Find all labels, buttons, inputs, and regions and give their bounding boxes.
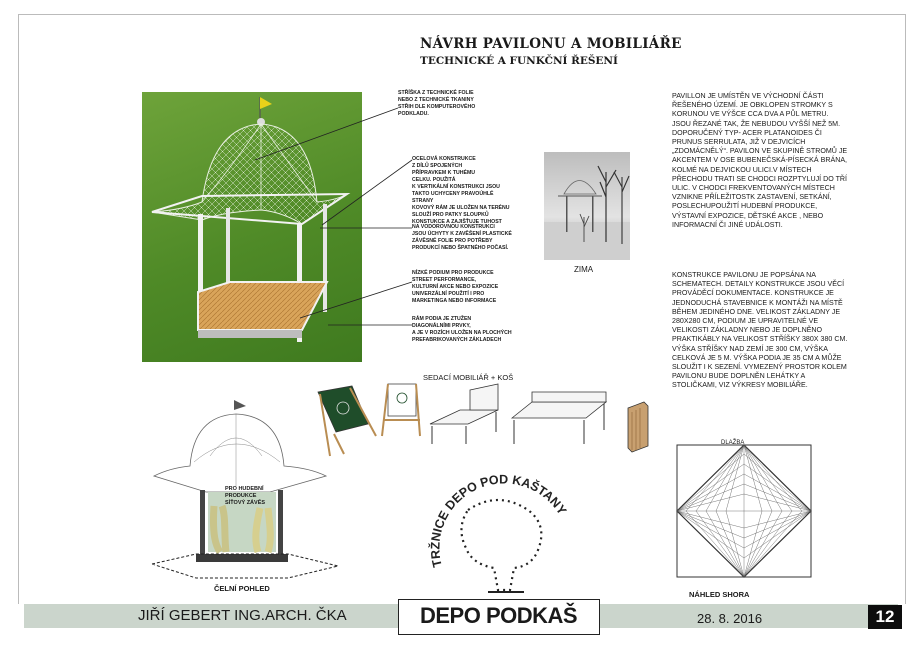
front-view-caption: ČELNÍ POHLED	[214, 584, 270, 593]
depo-logo	[428, 470, 578, 600]
page-title: NÁVRH PAVILONU A MOBILIÁŘE	[420, 36, 682, 52]
deck-chair-icon	[382, 384, 420, 436]
footer-date: 28. 8. 2016	[697, 611, 763, 626]
logo-text: TRŽNICE DEPO POD KAŠTANY	[428, 472, 570, 569]
top-view-caption: NÁHLED SHORA	[689, 590, 750, 599]
trash-bin-icon	[628, 402, 648, 452]
annotation-roof: STŘÍŠKA Z TECHNICKÉ FOLIE NEBO Z TECHNICKÉ TKANINY STŘIH DLE KOMPUTEROVÉHO PODKLADU.	[398, 90, 476, 117]
winter-scene	[544, 152, 630, 260]
page-subtitle: TECHNICKÉ A FUNKČNÍ ŘEŠENÍ	[420, 55, 618, 67]
long-bench-icon	[512, 392, 606, 444]
plan-caption: DLAŽBA	[721, 440, 745, 446]
annotation-podium-frame: RÁM PODIA JE ZTUŽEN DIAGONÁLNÍMI PRVKY, A JE V ROZÍCH ULOŽEN NA PLOCHÝCH PREFABRIKOVANÝCH ZÁKLADECH	[412, 316, 512, 343]
furniture-caption: SEDACÍ MOBILIÁŘ + KOŠ	[423, 373, 514, 382]
description-paragraph-2: KONSTRUKCE PAVILONU JE POPSÁNA NA SCHEMATECH. DETAILY KONSTRUKCE JSOU VĚCÍ PROVÁDĚCÍ DOKUMENTACE. KONSTRUKCE JE JEDNODUCHÁ STAVEBNICE K MONTÁŽI NA MÍSTĚ BĚHEM JEDINÉHO DNE. VELIKOST ZÁKLADNY JE 280X280 CM, PODIUM JE UPRAVITELNÉ VE VELIKOSTI ZÁKLADNY NEBO JE DOPLNĚNO PRAKTIKÁBLY NA VELIKOST STŘÍŠKY 380X 380 CM. VÝŠKA STŘÍŠKY NAD ZEMÍ JE 300 CM, VÝŠKA CELKOVÁ JE 5 M. VÝŠKA PODIA JE 35 CM A MŮŽE SLOUŽIT I K SEZENÍ. VYMEZENÝ PROSTOR KOLEM PAVILONU BUDE DOPLNĚN LEHÁTKY A STOLIČKAMI, VIZ VÝKRESY MOBILIÁŘE.	[672, 271, 848, 390]
plan-view-drawing	[676, 444, 812, 578]
front-view-overlay: PRO HUDEBNÍ PRODUKCE SÍŤOVÝ ZÁVĚS	[225, 486, 266, 506]
svg-text:TRŽNICE DEPO POD KAŠTANY	[428, 472, 569, 568]
bench-icon	[430, 384, 498, 444]
photo-caption: ZIMA	[574, 265, 594, 274]
annotation-hooks: NA VODOROVNOU KONSTRUKCI JSOU ÚCHYTY K ZAVĚŠENÍ PLASTICKÉ ZÁVĚSNÉ FOLIE PRO POTŘEBY PRODUKCÍ NEBO ŠPATNÉHO POČASÍ.	[412, 224, 512, 251]
footer-author: JIŘÍ GEBERT ING.ARCH. ČKA	[138, 607, 347, 624]
winter-photo	[544, 152, 630, 260]
page-number: 12	[868, 605, 902, 629]
annotation-steel-frame: OCELOVÁ KONSTRUKCE Z DÍLŮ SPOJENÝCH PŘÍPRAVKEM K TUHÉMU CELKU. POUŽITÁ K VERTIKÁLNÍ KONSTRUKCI JSOU TAKTO UCHYCENY PRAVOÚHLÉ STRANY KOVOVÝ RÁM JE ULOŽEN NA TERÉNU SLOUŽÍ PRO PATKY SLOUPKŮ KONSTUKCE A ZAJIŠŤUJE TUHOST	[412, 156, 510, 225]
footer-brand: DEPO PODKAŠ	[420, 603, 578, 628]
furniture-drawing	[310, 380, 660, 460]
description-paragraph-1: PAVILLON JE UMÍSTĚN VE VÝCHODNÍ ČÁSTI ŘEŠENÉHO ÚZEMÍ. JE OBKLOPEN STROMKY S KORUNOU VE VÝŠCE CCA DVA A PŮL METRU. JSOU ŘEZANÉ TAK, ŽE NEBUDOU VYŠŠÍ NEŽ 5M. DOPORUČENÝ TYP- ACER PLATANOIDES ČI PRUNUS SERRULATA, JIŽ V DEJVICÍCH „ZDOMÁCNĚLÝ“. PAVILON VE SKUPINĚ STROMŮ JE AKCENTEM V OSE BUBENEČSKÁ-PÍSECKÁ BRÁNA, KOLMÉ NA DEJVICKOU ULICI.V MÍSTECH PŘECHODU TRATI SE CHODCI ROZPTYLUJÍ DO TŘÍ ULIC. V CHODCI FREKVENTOVANÝCH MÍSTECH VZNIKNE PŘÍLEŽITOSTK ZASTAVENÍ, SETKÁNÍ, POSLECHUPOUŽITÍ HUDEBNÍ PRODUKCE, VÝSTAVNÍ EXPOZICE, DĚTSKÉ AKCE , NEBO INFORMACNÍ ČI JINÉ UDÁLOSTI.	[672, 92, 848, 229]
annotation-podium: NÍZKÉ PODIUM PRO PRODUKCE STREET PERFORMANCE, KULTURNÍ AKCE NEBO EXPOZICE UNIVERZÁLNÍ POUŽITÍ I PRO MARKETINGA NEBO INFORMACE	[412, 270, 499, 304]
